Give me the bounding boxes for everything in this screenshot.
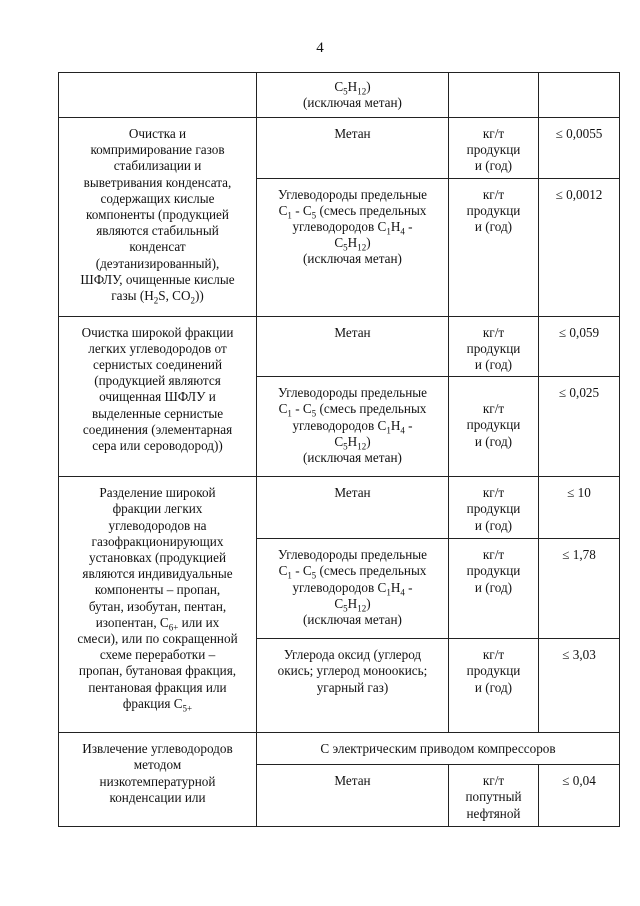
process-cell: Разделение широкой фракции легких углеводородов на газофракционирующих установках (продукцией являются индивидуальные компоненты – пропан, бутан, изобутан, пентан, изопентан, $C_{6+}$ или их смеси), или по сокращенной схеме переработки – пропан, бутановая фракция, пентановая фракция или фракция $C_{5+}$ xyxy=(59,477,257,733)
table-row xyxy=(59,733,620,765)
value-cell: ≤ 1,78 xyxy=(539,539,620,639)
table-row xyxy=(59,316,620,377)
substance-line: (исключая метан) xyxy=(303,95,402,111)
unit-cell: кг/т продукци и (год) xyxy=(449,639,539,733)
substance-cell: Метан xyxy=(257,477,449,539)
substance-cell: Углеводороды предельные $C_1 - C_5$ (смесь предельных углеводородов $C_1H_4$ - $C_5H_{12}$) (исключая метан) xyxy=(257,539,449,639)
process-cell: Извлечение углеводородов методом низкотемпературной конденсации или xyxy=(59,733,257,827)
substance-cell: Углеводороды предельные $C_1 - C_5$ (смесь предельных углеводородов $C_1H_4$ - $C_5H_{12}$) (исключая метан) xyxy=(257,178,449,316)
value-cell xyxy=(539,73,620,118)
table-row xyxy=(59,73,620,118)
process-cell: Очистка широкой фракции легких углеводородов от сернистых соединений (продукцией являются очищенная ШФЛУ и выделенные сернистые соединения (элементарная сера или сероводород)) xyxy=(59,316,257,477)
unit-cell: кг/т продукци и (год) xyxy=(449,477,539,539)
substance-cell: Углерода оксид (углерод окись; углерод моноокись; угарный газ) xyxy=(257,639,449,733)
process-cell xyxy=(59,73,257,118)
emission-norms-table xyxy=(58,72,620,827)
substance-cell: $C_5H_{12}$) (исключая метан) xyxy=(257,73,449,118)
table-row xyxy=(59,477,620,539)
substance-cell: Метан xyxy=(257,118,449,179)
unit-cell: кг/т продукци и (год) xyxy=(449,316,539,377)
substance-cell: Метан xyxy=(257,316,449,377)
unit-cell: кг/т продукци и (год) xyxy=(449,377,539,477)
unit-cell: кг/т продукци и (год) xyxy=(449,118,539,179)
unit-cell: кг/т продукци и (год) xyxy=(449,178,539,316)
value-cell: ≤ 0,04 xyxy=(539,765,620,827)
value-cell: ≤ 0,0055 xyxy=(539,118,620,179)
value-cell: ≤ 0,025 xyxy=(539,377,620,477)
value-cell: ≤ 0,059 xyxy=(539,316,620,377)
table-row xyxy=(59,118,620,179)
subheader-cell: С электрическим приводом компрессоров xyxy=(257,733,620,765)
substance-cell: Углеводороды предельные $C_1 - C_5$ (смесь предельных углеводородов $C_1H_4$ - $C_5H_{12}$) (исключая метан) xyxy=(257,377,449,477)
process-cell: Очистка и компримирование газов стабилизации и выветривания конденсата, содержащих кислые компоненты (продукцией являются стабильный конденсат (деэтанизированный), ШФЛУ, очищенные кислые газы ($H_2S$, $CO_2$)) xyxy=(59,118,257,317)
unit-cell: кг/т продукци и (год) xyxy=(449,539,539,639)
page-number: 4 xyxy=(316,40,324,56)
unit-cell xyxy=(449,73,539,118)
value-cell: ≤ 10 xyxy=(539,477,620,539)
substance-cell: Метан xyxy=(257,765,449,827)
value-cell: ≤ 0,0012 xyxy=(539,178,620,316)
value-cell: ≤ 3,03 xyxy=(539,639,620,733)
unit-cell: кг/т попутный нефтяной xyxy=(449,765,539,827)
